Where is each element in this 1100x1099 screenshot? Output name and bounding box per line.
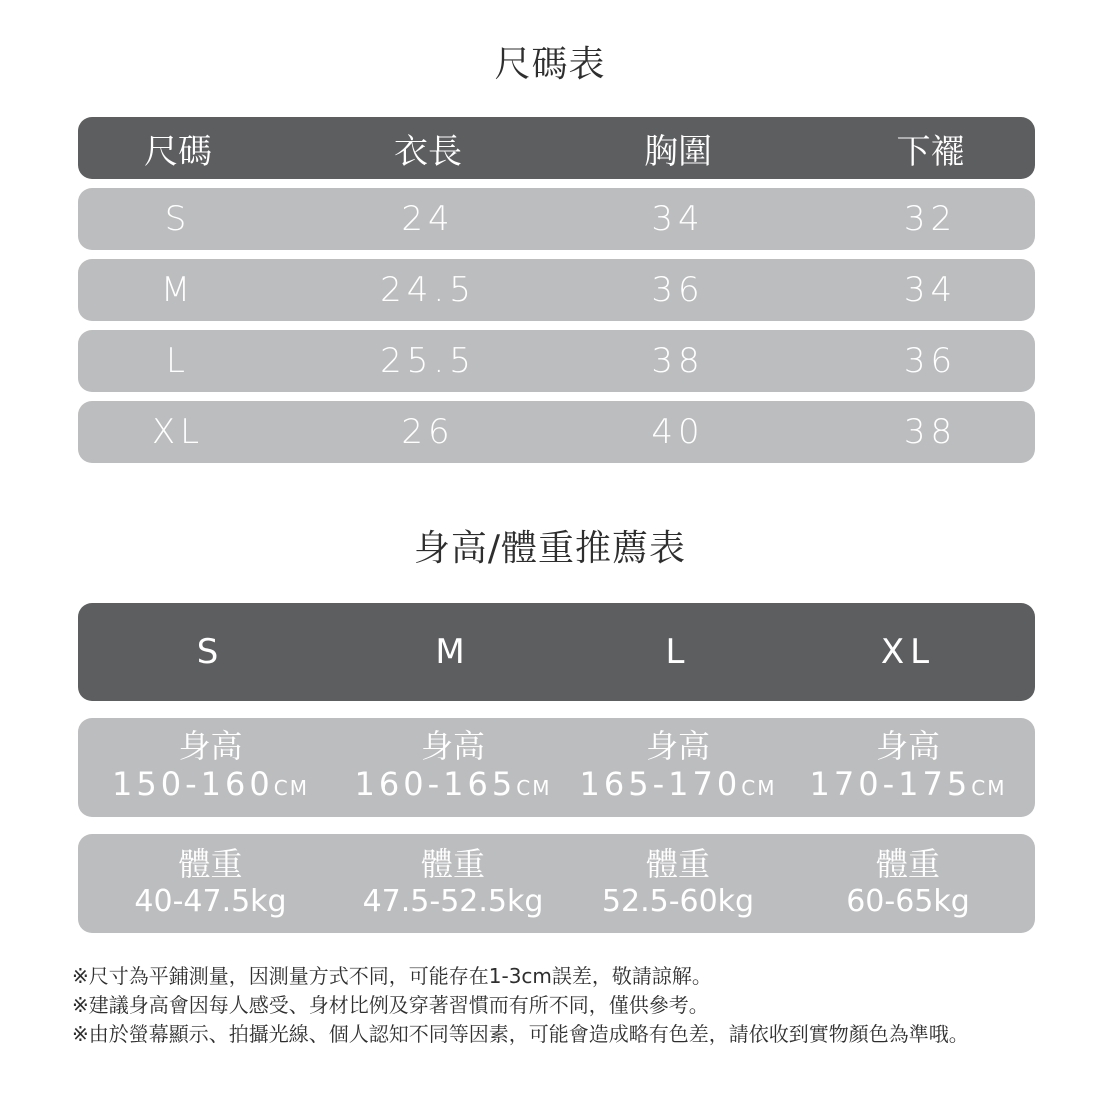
weight-label: 體重	[645, 844, 710, 883]
size-row-s	[78, 188, 1035, 250]
weight-label: 體重	[178, 844, 243, 883]
row-length: 24	[401, 199, 455, 239]
weight-label: 體重	[875, 844, 940, 883]
height-row	[78, 718, 1035, 817]
recommend-chart-title: 身高/體重推薦表	[413, 528, 687, 569]
size-row-l	[78, 330, 1035, 392]
weight-cell	[78, 834, 343, 933]
height-range: 170-175	[809, 764, 972, 803]
note-color: ※由於螢幕顯示、拍攝光線、個人認知不同等因素，可能會造成略有色差，請依收到實物顏色為準哦。	[72, 1022, 969, 1046]
height-cell	[78, 718, 343, 817]
size-chart-header	[78, 117, 1035, 179]
row-chest: 40	[651, 412, 705, 452]
recommend-size-xl: XL	[880, 632, 936, 672]
row-length: 25.5	[380, 341, 476, 381]
row-length: 26	[401, 412, 455, 452]
notes	[72, 962, 969, 1049]
weight-range: 40-47.5kg	[134, 883, 287, 919]
recommend-size-m: M	[435, 632, 471, 672]
row-hem: 34	[903, 270, 958, 310]
weight-cell	[788, 834, 1028, 933]
height-label: 身高	[645, 726, 710, 765]
note-recommendation: ※建議身高會因每人感受、身材比例及穿著習慣而有所不同，僅供參考。	[72, 993, 709, 1017]
row-size: XL	[151, 412, 205, 452]
row-chest: 36	[651, 270, 705, 310]
height-label: 身高	[875, 726, 940, 765]
weight-cell	[563, 834, 793, 933]
row-hem: 36	[903, 341, 958, 381]
weight-cell	[338, 834, 568, 933]
weight-range: 60-65kg	[846, 883, 970, 919]
height-range: 165-170	[579, 764, 742, 803]
row-size: L	[166, 341, 190, 381]
height-range: 160-165	[354, 764, 517, 803]
height-cell	[788, 718, 1028, 817]
height-cell	[338, 718, 568, 817]
height-unit: CM	[273, 775, 309, 800]
height-unit: CM	[971, 775, 1007, 800]
height-cell	[563, 718, 793, 817]
size-chart-title: 尺碼表	[494, 44, 606, 85]
height-unit: CM	[741, 775, 777, 800]
recommend-size-s: S	[196, 632, 225, 672]
weight-range: 47.5-52.5kg	[362, 883, 544, 919]
height-label: 身高	[178, 726, 243, 765]
header-hem: 下襬	[896, 131, 965, 172]
weight-label: 體重	[420, 844, 485, 883]
size-row-xl	[78, 401, 1035, 463]
height-range: 150-160	[112, 764, 274, 803]
weight-row	[78, 834, 1035, 933]
row-hem: 32	[903, 199, 958, 239]
recommend-size-l: L	[665, 632, 691, 672]
row-hem: 38	[903, 412, 958, 452]
header-size: 尺碼	[144, 131, 212, 172]
row-size: M	[160, 270, 196, 310]
note-measurement: ※尺寸為平鋪測量，因測量方式不同，可能存在1-3cm誤差，敬請諒解。	[72, 964, 712, 988]
row-chest: 38	[651, 341, 705, 381]
height-unit: CM	[516, 775, 552, 800]
height-label: 身高	[420, 726, 485, 765]
recommend-size-header	[78, 603, 1035, 701]
row-length: 24.5	[380, 270, 476, 310]
header-chest: 胸圍	[644, 131, 712, 172]
row-size: S	[164, 199, 192, 239]
size-row-m	[78, 259, 1035, 321]
row-chest: 34	[651, 199, 705, 239]
weight-range: 52.5-60kg	[601, 883, 755, 919]
header-length: 衣長	[394, 131, 462, 172]
